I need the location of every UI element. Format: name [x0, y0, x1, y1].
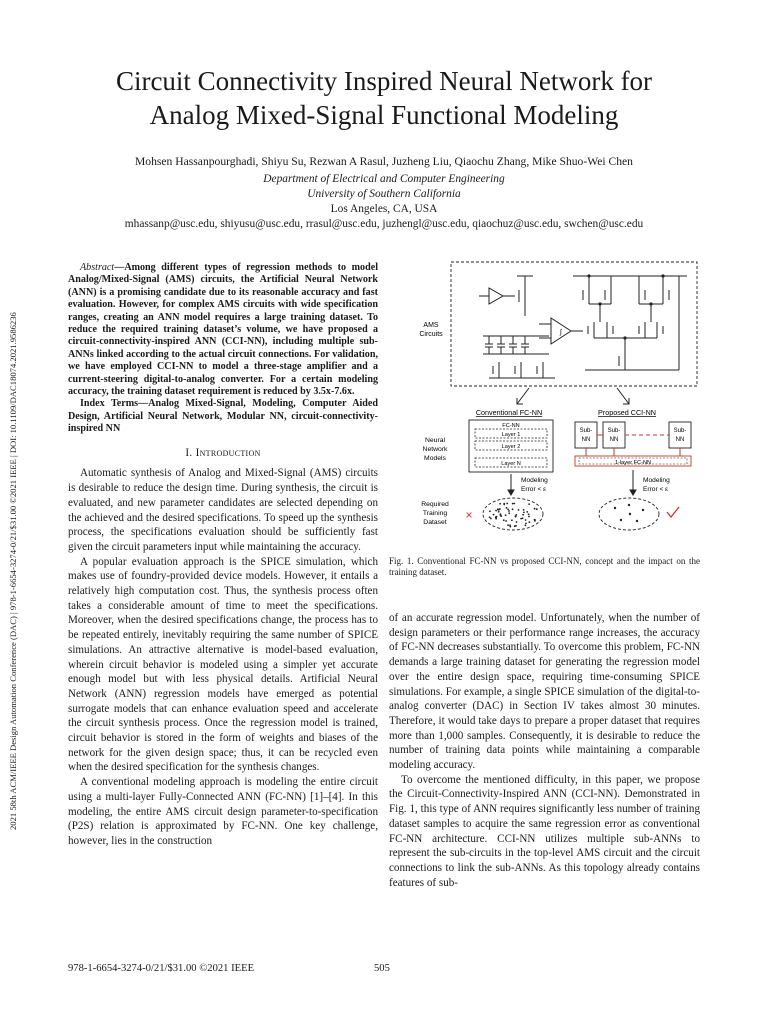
dataset-point: [507, 509, 509, 511]
side-citation-text: 2021 58th ACM/IEEE Design Automation Conference (DAC) | 978-1-6654-3274-0/21/$31.00 ©2021 IEEE | DOI: 10.1109/DAC18074.2021.9586236: [8, 312, 18, 830]
dataset-point: [489, 510, 491, 512]
paragraph-5: To overcome the mentioned difficulty, in this paper, we propose the Circuit-Connectivity-Inspired ANN (CCI-NN). Demonstrated in Fig. 1, this type of ANN requires significantly less number of training dataset samples to acquire the same regression error as conventional FC-NN architecture. CCI-NN utilizes multiple sub-ANNs to represent the sub-circuits in the top-level AMS circuit and the circuit connections to link the sub-ANNs. As this topology already contains features of sub-: [389, 773, 700, 889]
dataset-point: [497, 508, 499, 510]
section-title: Introduction: [195, 446, 261, 459]
dataset-point: [525, 524, 527, 526]
dataset-point: [520, 518, 522, 520]
proposed-ccinn-title: Proposed CCI-NN: [598, 408, 656, 417]
right-column: [389, 611, 700, 890]
dataset-point: [534, 520, 536, 522]
dataset-point: [536, 508, 538, 510]
dataset-point: [512, 503, 514, 505]
paragraph-2: A popular evaluation approach is the SPICE simulation, which makes use of foundry-provided device models. However, it entails a relatively high computation cost. Thus, the synthesis process often takes a considerable amount of time to meet the specifications. Moreover, when the desired specifications change, the process has to be repeated entirely, inevitably requiring the same number of SPICE simulations. An attractive alternative is model-based evaluation, wherein circuit behavior is modeled using a simpler yet accurate enough model but with less physical details. Artificial Neural Network (ANN) regression models have emerged as potential surrogate models that can enhance evaluation speed and accelerate the circuit synthesis process. Once the regression model is trained, circuit behavior is stored in the form of weights and biases of the network for the given design space; thus, it can be recycled even when the desired specification for the synthesis changes.: [68, 555, 378, 774]
arrows-down: [517, 388, 629, 404]
error-label-left: Error < ε: [521, 486, 547, 493]
footer-isbn: 978-1-6654-3274-0/21/$31.00 ©2021 IEEE: [68, 963, 255, 974]
abstract-label: Abstract: [80, 262, 115, 273]
schematic-dots: [587, 274, 664, 339]
dataset-point: [503, 503, 505, 505]
check-icon: [667, 507, 679, 517]
svg-text:Sub-: Sub-: [673, 428, 687, 434]
index-terms-label: Index Terms: [80, 398, 139, 410]
dataset-point: [522, 514, 524, 516]
page-number: 505: [374, 963, 390, 974]
modeling-label-right: Modeling: [643, 477, 670, 484]
index-terms-text: —Analog Mixed-Signal, Modeling, Computer Aided Design, Artificial Neural Network, Modular NN, circuit-connectivity-inspired NN: [68, 398, 378, 435]
dataset-point: [498, 511, 500, 513]
svg-text:NN: NN: [675, 437, 685, 443]
dataset-point: [523, 512, 525, 514]
ccinn-block: [575, 422, 691, 466]
layer-1-label: Layer 1: [501, 432, 521, 438]
ams-label-1: AMS: [423, 322, 439, 329]
svg-text:Sub-: Sub-: [607, 428, 621, 434]
index-terms: [68, 398, 378, 435]
title-line-1: Circuit Connectivity Inspired Neural Network for: [115, 66, 653, 96]
left-column: [68, 262, 378, 849]
paragraph-3: A conventional modeling approach is modeling the entire circuit using a multi-layer Fully-Connected ANN (FC-NN) [1]–[4]. In this modeling, the entire AMS circuit design parameter-to-specification (P2S) relation is approximated by FC-NN. One key challenge, however, lies in the construction: [68, 776, 378, 847]
schematic-left: [479, 276, 583, 378]
paragraph-4: of an accurate regression model. Unfortunately, when the number of design parameters or their performance range increases, the accuracy of FC-NN decreases substantially. To overcome this problem, FC-NN demands a large training dataset for generating the regression model over the entire design space, requiring time-consuming SPICE simulations. For example, a single SPICE simulation of the digital-to-analog converter (DAC) in Section IV takes almost 30 minutes. Therefore, it would take days to prepare a proper dataset that requires more than 1,000 samples. Consequently, it is desirable to reduce the number of training data points while maintaining a comparable modeling accuracy.: [389, 612, 700, 772]
abstract: [68, 262, 378, 398]
dataset-point: [529, 521, 531, 523]
university: University of Southern California: [307, 188, 461, 200]
dataset-point: [511, 519, 513, 521]
title-line-2: Analog Mixed-Signal Functional Modeling: [149, 100, 619, 130]
location: Los Angeles, CA, USA: [330, 203, 438, 215]
paper-title: [40, 64, 728, 132]
layer-2-label: Layer 2: [501, 444, 521, 450]
small-dataset-dots: [614, 504, 644, 522]
figure-1-diagram: [389, 258, 700, 540]
fcnn-label: FC-NN: [502, 423, 520, 429]
section-number: I.: [185, 446, 193, 459]
dataset-point: [509, 526, 511, 528]
dataset-point: [499, 508, 501, 510]
schematic-right: [573, 276, 687, 370]
dataset-point: [516, 521, 518, 523]
dataset-point: [518, 509, 520, 511]
dataset-point: [534, 508, 536, 510]
large-dataset-dots: [489, 503, 538, 528]
layer-n-label: Layer N: [501, 461, 521, 467]
dataset-point: [500, 514, 502, 516]
svg-text:Sub-: Sub-: [579, 428, 593, 434]
paragraph-1: Automatic synthesis of Analog and Mixed-Signal (AMS) circuits is desirable to reduce the design time. During synthesis, the circuit is evaluated, and new parameter candidates are selected depending on the achieved and the desired specifications. To speed up the synthesis process, the specifications evaluation should be sufficiently fast given the circuit parameters input while maintaining the accuracy.: [68, 467, 378, 553]
dataset-point: [499, 503, 501, 505]
figure-1: [389, 258, 700, 540]
dataset-point: [508, 510, 510, 512]
dataset-point: [515, 514, 517, 516]
dataset-point: [505, 514, 507, 516]
dataset-point: [489, 516, 491, 518]
affiliation: [40, 172, 728, 232]
dataset-point: [515, 525, 517, 527]
dataset-point: [508, 512, 510, 514]
ams-circuit-box: [451, 262, 697, 386]
required-label-1: Required: [421, 501, 449, 508]
dataset-point: [506, 507, 508, 509]
side-citation: [8, 200, 26, 830]
cross-icon: ×: [465, 508, 473, 522]
svg-text:∫: ∫: [560, 329, 562, 336]
dataset-point: [506, 503, 508, 505]
dataset-point: [528, 513, 530, 515]
error-label-right: Error < ε: [643, 486, 669, 493]
conventional-fcnn-title: Conventional FC-NN: [475, 408, 543, 417]
nn-label-2: Network: [422, 446, 448, 453]
nn-label-1: Neural: [424, 437, 446, 444]
dataset-point: [528, 516, 530, 518]
dataset-point: [522, 517, 524, 519]
dataset-point: [525, 519, 527, 521]
dataset-point: [525, 523, 527, 525]
dataset-point: [526, 511, 528, 513]
dataset-point: [496, 516, 498, 518]
section-heading: [68, 446, 378, 461]
dataset-point: [503, 519, 505, 521]
nn-label-3: Models: [424, 455, 446, 462]
author-list: Mohsen Hassanpourghadi, Shiyu Su, Rezwan A Rasul, Juzheng Liu, Qiaochu Zhang, Mike Shuo-Wei Chen: [135, 155, 633, 168]
emails: mhassanp@usc.edu, shiyusu@usc.edu, rrasul@usc.edu, juzhengl@usc.edu, qiaochuz@usc.edu, swchen@usc.edu: [124, 218, 644, 230]
one-layer-fcnn-label: 1-layer FC-NN: [614, 460, 652, 466]
dataset-point: [523, 509, 525, 511]
dataset-point: [493, 514, 495, 516]
svg-text:NN: NN: [581, 437, 591, 443]
dataset-point: [505, 520, 507, 522]
svg-text:NN: NN: [609, 437, 619, 443]
dataset-point: [507, 524, 509, 526]
dataset-point: [528, 503, 530, 505]
dataset-point: [512, 508, 514, 510]
ams-label-2: Circuits: [419, 331, 443, 338]
abstract-text: —Among different types of regression methods to model Analog/Mixed-Signal (AMS) circuits, the Artificial Neural Network (ANN) is a promising candidate due to its reasonable accuracy and fast evaluation. However, for complex AMS circuits with wide specification ranges, creating an ANN model requires a large training dataset. To reduce the required training dataset’s volume, we have proposed a circuit-connectivity-inspired ANN (CCI-NN), including multiple sub-ANNs linked according to the actual circuit connections. For validation, we have employed CCI-NN to model a three-stage amplifier and a current-steering digital-to-analog converter. For a certain modeling accuracy, the training dataset requirement is reduced by 3.5x-7.6x.: [68, 262, 378, 398]
figure-caption: Fig. 1. Conventional FC-NN vs proposed CCI-NN, concept and the impact on the training dataset.: [389, 556, 700, 577]
required-label-2: Training: [422, 510, 448, 517]
dataset-point: [495, 510, 497, 512]
modeling-label-left: Modeling: [521, 477, 548, 484]
department: Department of Electrical and Computer Engineering: [263, 173, 505, 185]
required-label-3: Dataset: [423, 519, 447, 526]
